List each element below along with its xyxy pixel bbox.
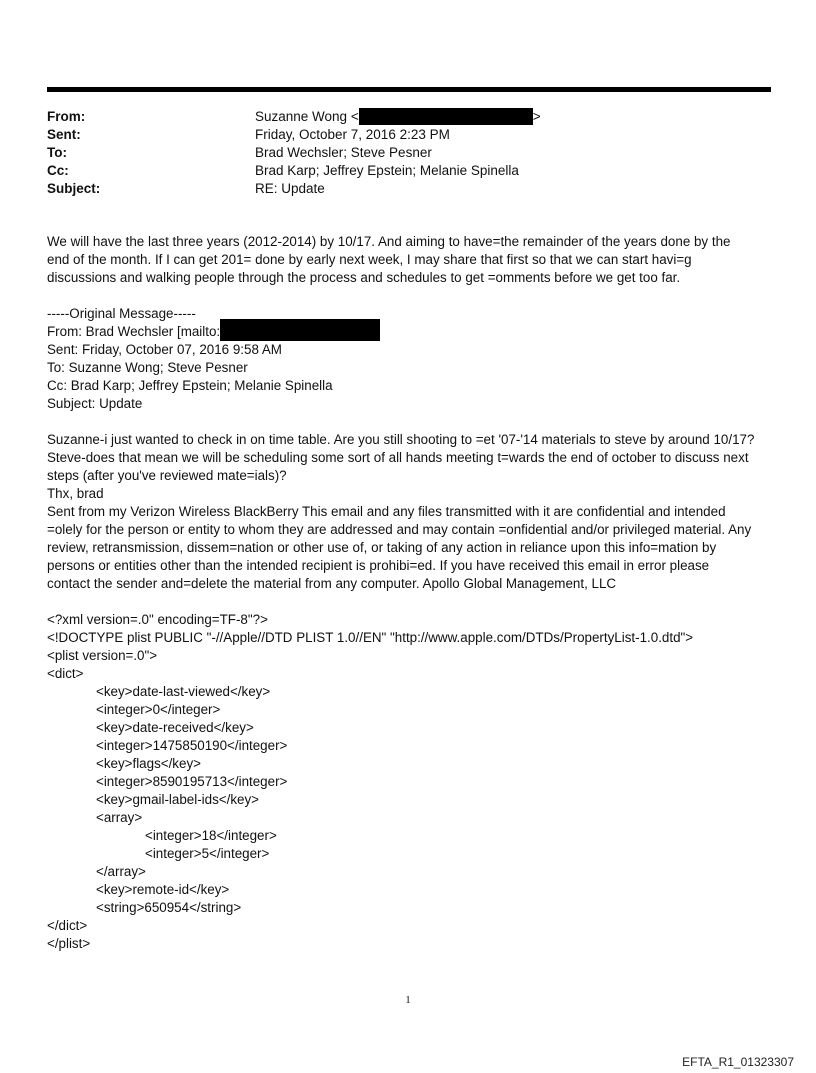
plist-line: <string>650954</string> bbox=[96, 900, 242, 916]
header-row-from bbox=[47, 108, 771, 126]
disclaimer-line: =olely for the person or entity to whom they are addressed and may contain =onfidential and/or privileged material. Any bbox=[47, 522, 752, 538]
header-row-to bbox=[47, 144, 771, 162]
plist-line: <key>remote-id</key> bbox=[96, 882, 230, 898]
plist-line: <?xml version=.0" encoding=TF-8"?> bbox=[47, 612, 268, 628]
reply-line: discussions and walking people through the process and schedules to get =omments before we get too far. bbox=[47, 270, 681, 285]
plist-line: <integer>0</integer> bbox=[96, 702, 221, 718]
plist-line: <key>flags</key> bbox=[96, 756, 201, 772]
cc-label: Cc: bbox=[47, 163, 69, 178]
disclaimer-line: persons or entities other than the intended recipient is prohibi=ed. If you have received this email in error please bbox=[47, 558, 710, 574]
from-value bbox=[255, 108, 771, 126]
original-body-line: Suzanne-i just wanted to check in on time table. Are you still shooting to =et '07-'14 materials to steve by around 10/17? bbox=[47, 432, 755, 448]
plist-line: </plist> bbox=[47, 936, 91, 952]
email-body bbox=[47, 233, 773, 953]
original-from bbox=[47, 323, 773, 341]
original-signoff: Thx, brad bbox=[47, 486, 104, 502]
disclaimer-line: contact the sender and=delete the material from any computer. Apollo Global Management, LLC bbox=[47, 576, 617, 592]
plist-line: <key>date-last-viewed</key> bbox=[96, 684, 271, 700]
to-value: Brad Wechsler; Steve Pesner bbox=[255, 145, 432, 160]
disclaimer-line: Sent from my Verizon Wireless BlackBerry This email and any files transmitted with it are confidential and intended bbox=[47, 504, 726, 520]
header-row-subject bbox=[47, 180, 771, 198]
to-label: To: bbox=[47, 145, 67, 160]
original-from-text: From: Brad Wechsler [mailto: bbox=[47, 324, 221, 339]
plist-line: </array> bbox=[96, 864, 146, 880]
plist-line: <integer>18</integer> bbox=[145, 828, 277, 844]
original-body-line: Steve-does that mean we will be scheduling some sort of all hands meeting t=wards the end of october to discuss next bbox=[47, 450, 749, 466]
reply-line: end of the month. If I can get 201= done by early next week, I may share that first so that we can start havi=g bbox=[47, 252, 692, 267]
original-subject: Subject: Update bbox=[47, 396, 143, 412]
redaction-box bbox=[359, 108, 533, 125]
page-number: 1 bbox=[405, 994, 411, 1006]
plist-line: <!DOCTYPE plist PUBLIC "-//Apple//DTD PLIST 1.0//EN" "http://www.apple.com/DTDs/PropertyList-1.0.dtd"> bbox=[47, 630, 694, 646]
sent-value: Friday, October 7, 2016 2:23 PM bbox=[255, 127, 450, 142]
plist-line: <integer>1475850190</integer> bbox=[96, 738, 288, 754]
original-sent: Sent: Friday, October 07, 2016 9:58 AM bbox=[47, 342, 282, 358]
plist-line: <array> bbox=[96, 810, 143, 826]
from-label: From: bbox=[47, 109, 86, 124]
original-divider: -----Original Message----- bbox=[47, 306, 196, 321]
subject-label: Subject: bbox=[47, 181, 101, 196]
header-row-cc bbox=[47, 162, 771, 180]
document-id: EFTA_R1_01323307 bbox=[682, 1055, 794, 1069]
original-to: To: Suzanne Wong; Steve Pesner bbox=[47, 360, 248, 376]
plist-line: <key>date-received</key> bbox=[96, 720, 254, 736]
original-body-line: steps (after you've reviewed mate=ials)? bbox=[47, 468, 287, 484]
plist-line: <key>gmail-label-ids</key> bbox=[96, 792, 260, 808]
from-name: Suzanne Wong < bbox=[255, 109, 359, 124]
from-close: > bbox=[532, 109, 541, 124]
plist-line: <integer>8590195713</integer> bbox=[96, 774, 288, 790]
reply-line: We will have the last three years (2012-2014) by 10/17. And aiming to have=the remainder of the years done by the bbox=[47, 234, 731, 249]
subject-value: RE: Update bbox=[255, 181, 325, 196]
plist-line: <plist version=.0"> bbox=[47, 648, 158, 664]
plist-line: <integer>5</integer> bbox=[145, 846, 270, 862]
header-row-sent bbox=[47, 126, 771, 144]
email-header bbox=[47, 108, 771, 198]
plist-line: </dict> bbox=[47, 918, 88, 934]
redaction-box bbox=[220, 319, 380, 341]
original-cc: Cc: Brad Karp; Jeffrey Epstein; Melanie Spinella bbox=[47, 378, 333, 394]
sent-label: Sent: bbox=[47, 127, 81, 142]
disclaimer-line: review, retransmission, dissem=nation or other use of, or taking of any action in reliance upon this info=mation by bbox=[47, 540, 717, 556]
cc-value: Brad Karp; Jeffrey Epstein; Melanie Spinella bbox=[255, 163, 519, 178]
header-rule bbox=[47, 87, 771, 92]
plist-line: <dict> bbox=[47, 666, 84, 682]
